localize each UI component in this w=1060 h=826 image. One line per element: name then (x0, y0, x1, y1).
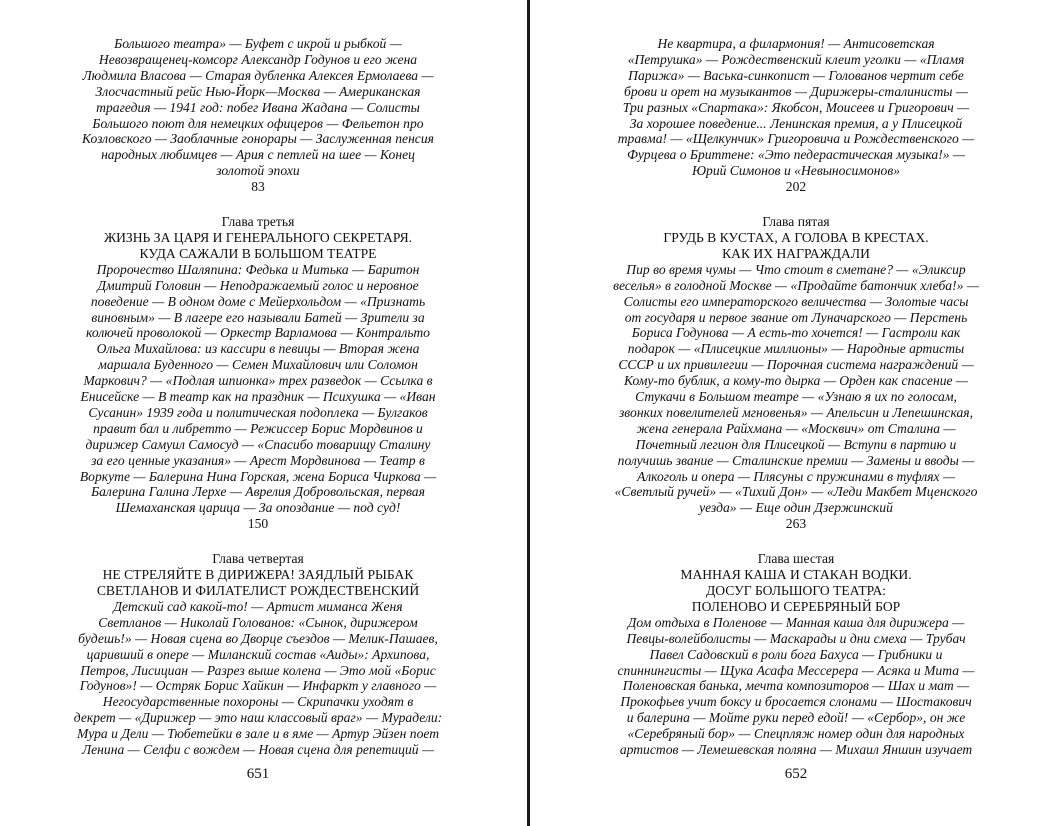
text-line: СВЕТЛАНОВ И ФИЛАТЕЛИСТ РОЖДЕСТВЕНСКИЙ (96, 583, 420, 598)
text-line: Пророчество Шаляпина: Федька и Митька — Баритон (96, 261, 420, 277)
text-line: Поленовская банька, мечта композиторов — Шах и мат — (622, 678, 970, 694)
text-line: «Серебряный бор» — Спецпляж номер один для народных (627, 726, 965, 742)
chapter-summary (578, 615, 1014, 758)
text-line: Солисты его императорского величества — Золотые часы (623, 293, 969, 309)
text-line: ГРУДЬ В КУСТАХ, А ГОЛОВА В КРЕСТАХ. (663, 229, 929, 245)
text-line: ЖИЗНЬ ЗА ЦАРЯ И ГЕНЕРАЛЬНОГО СЕКРЕТАРЯ. (103, 229, 413, 245)
text-line: Фурцева о Бриттене: «Это педерастическая музыка!» — (626, 147, 966, 163)
text-line: поведение — В одном доме с Мейерхольдом — «Признать (90, 293, 426, 309)
text-line: СССР и их привилегии — Порочная система награждений — (618, 357, 974, 373)
text-line: декрет — «Дирижер — это наш классовый враг» — Мурадели: (73, 710, 443, 726)
text-line: Бориса Годунова — А есть-то хочется! — Гастроли как (631, 325, 961, 341)
text-line: Дмитрий Головин — Неподражаемый голос и неровное (97, 277, 419, 293)
text-line: от государя и первое звание от Луначарского — Перстень (624, 309, 968, 325)
text-line: звонких повелителей мгновенья» — Апельсин и Лепешинская, (619, 404, 973, 420)
text-line: КАК ИХ НАГРАЖДАЛИ (722, 245, 870, 261)
text-line: Маркович? — «Подлая шпионка» трех разведок — Ссылка в (83, 373, 433, 389)
text-line: виновным» — В лагере его называли Батей — Зрители за (91, 309, 425, 325)
text-line: Большого поют для немецких офицеров — Фельетон про (92, 115, 424, 131)
text-line: Детский сад какой-то! — Артист миманса Женя (113, 598, 403, 614)
text-line: Юрий Симонов и «Невыносимонов» (691, 163, 901, 179)
text-line: Большого театра» — Буфет с икрой и рыбкой — (114, 36, 402, 51)
text-line: КУДА САЖАЛИ В БОЛЬШОМ ТЕАТРЕ (139, 245, 377, 261)
chapter-title (40, 230, 476, 262)
text-line: Людмила Власова — Старая дубленка Алексея Ермолаева — (82, 67, 434, 83)
chapter-summary (40, 599, 476, 758)
text-line: травма! — «Щелкунчик» Григоровича и Рождественского — (617, 131, 975, 147)
continuation-text (40, 36, 476, 179)
text-line: Прокофьев учит боксу и бросается слонами — Шостакович (620, 694, 972, 710)
text-line: брови и орет на музыкантов — Дирижеры-сталинисты — (623, 83, 968, 99)
chapter-title (40, 567, 476, 599)
text-line: Почетный легион для Плисецкой — Вступи в партию и (635, 436, 957, 452)
page-reference: 150 (247, 516, 269, 532)
text-line: ПОЛЕНОВО И СЕРЕБРЯНЫЙ БОР (691, 598, 901, 614)
text-line: артистов — Лемешевская поляна — Михаил Яншин изучает (619, 742, 973, 758)
text-line: правит бал и либретто — Режиссер Борис Мордвинов и (93, 420, 423, 436)
contents-continuation (40, 36, 476, 195)
chapter-4-entry (40, 551, 476, 758)
text-line: спиннингисты — Щука Асафа Мессерера — Асяка и Мита — (617, 662, 975, 678)
page-reference: 83 (251, 179, 265, 195)
text-line: Ольга Михайлова: из кассири в певицы — Вторая жена (96, 341, 420, 357)
chapter-3-entry (40, 214, 476, 532)
page-number-left: 651 (246, 766, 270, 782)
chapter-label: Глава третья (221, 214, 295, 230)
text-line: царивший в опере — Миланский состав «Аиды»: Архипова, (86, 646, 430, 662)
text-line: Петров, Лисициан — Разрез выше колена — Это мой «Борис (80, 662, 436, 678)
right-page (578, 36, 1014, 758)
chapter-summary (40, 262, 476, 517)
page-reference: 202 (785, 179, 807, 195)
text-line: НЕ СТРЕЛЯЙТЕ В ДИРИЖЕРА! ЗАЯДЛЫЙ РЫБАК (102, 567, 414, 583)
text-line: МАННАЯ КАША И СТАКАН ВОДКИ. (680, 567, 912, 583)
text-line: будешь!» — Новая сцена во Дворце съездов — Мелик-Пашаев, (78, 630, 438, 646)
chapter-title (578, 230, 1014, 262)
text-line: Светланов — Николай Голованов: «Сынок, дирижером (98, 614, 418, 630)
text-line: ДОСУГ БОЛЬШОГО ТЕАТРА: (705, 583, 887, 598)
text-line: Годунов»! — Остряк Борис Хайкин — Инфаркт у главного — (79, 678, 437, 694)
text-line: Злосчастный рейс Нью-Йорк—Москва — Американская (95, 83, 421, 99)
left-page (40, 36, 476, 758)
text-line: Стукачи в Большом театре — «Узнаю я их по голосам, (635, 389, 957, 405)
text-line: за его ценные указания» — Арест Мордвинова — Театр в (91, 452, 425, 468)
text-line: Пир во время чумы — Что стоит в сметане? — «Эликсир (626, 261, 966, 277)
text-line: дирижер Самуил Самосуд — «Спасибо товарищу Сталину (85, 436, 431, 452)
text-line: Павел Садовский в роли бога Бахуса — Грибники и (649, 646, 943, 662)
text-line: маршала Буденного — Семен Михайлович или Соломон (98, 357, 418, 373)
text-line: Сусанин» 1939 года и политическая подоплека — Булгаков (88, 404, 428, 420)
chapter-title (578, 567, 1014, 615)
text-line: Парижа» — Васька-синкопист — Голованов чертит себе (628, 67, 964, 83)
page-reference: 263 (785, 516, 807, 532)
text-line: Невозвращенец-комсорг Александр Годунов и его жена (98, 51, 418, 67)
text-line: «Светлый ручей» — «Тихий Дон» — «Леди Макбет Мценского (614, 484, 978, 500)
text-line: Енисейске — В театр как на праздник — Психушка — «Иван (80, 389, 436, 405)
text-line: золотой эпохи (216, 163, 300, 179)
text-line: получишь звание — Сталинские премии — Замены и вводы — (617, 452, 975, 468)
continuation-text (578, 36, 1014, 179)
chapter-label: Глава пятая (762, 214, 830, 230)
text-line: веселья» в голодной Москве — «Продайте батончик хлеба!» — (613, 277, 979, 293)
chapter-label: Глава четвертая (212, 551, 304, 567)
text-line: уезда» — Еще один Дзержинский (699, 500, 893, 516)
text-line: Негосударственные похороны — Скрипачки уходят в (102, 694, 414, 710)
text-line: Певцы-волейболисты — Маскарады и дни смеха — Трубач (626, 630, 966, 646)
page-number-right: 652 (784, 766, 808, 782)
text-line: Мура и Дели — Тюбетейки в зале и в яме — Артур Эйзен поет (76, 726, 440, 742)
text-line: «Петрушка» — Рождественский клеит уголки — «Пламя (627, 51, 965, 67)
text-line: Кому-то бублик, а кому-то дырка — Орден как спасение — (623, 373, 969, 389)
text-line: колючей проволокой — Оркестр Варламова — Контральто (86, 325, 430, 341)
chapter-label: Глава шестая (757, 551, 835, 567)
chapter-6-entry (578, 551, 1014, 758)
text-line: Не квартира, а филармония! — Антисоветская (657, 36, 935, 51)
spine-divider (527, 0, 530, 826)
contents-continuation (578, 36, 1014, 195)
text-line: жена генерала Райхмана — «Москвич» от Сталина — (636, 420, 956, 436)
chapter-summary (578, 262, 1014, 517)
text-line: За хорошее поведение... Ленинская премия, а у Плисецкой (629, 115, 963, 131)
text-line: Шемаханская царица — За опоздание — под суд! (115, 500, 401, 516)
chapter-5-entry (578, 214, 1014, 532)
text-line: и балерина — Мойте руки перед едой! — «Сербор», он же (626, 710, 966, 726)
text-line: Ленина — Селфи с вождем — Новая сцена для репетиций — (81, 742, 435, 758)
text-line: Дом отдыха в Поленове — Манная каша для дирижера — (627, 614, 965, 630)
text-line: Балерина Галина Лерхе — Аврелия Добровольская, первая (91, 484, 425, 500)
text-line: Алкоголь и опера — Плясуны с пружинами в туфлях — (636, 468, 956, 484)
text-line: трагедия — 1941 год: побег Ивана Жадана — Солисты (96, 99, 420, 115)
text-line: Воркуте — Балерина Нина Горская, жена Бориса Чиркова — (79, 468, 437, 484)
text-line: Козловского — Заоблачные гонорары — Заслуженная пенсия (82, 131, 434, 147)
text-line: народных любимцев — Ария с петлей на шее — Конец (101, 147, 415, 163)
text-line: Три разных «Спартака»: Якобсон, Моисеев и Григорович — (622, 99, 970, 115)
text-line: подарок — «Плисецкие миллионы» — Народные артисты (627, 341, 965, 357)
